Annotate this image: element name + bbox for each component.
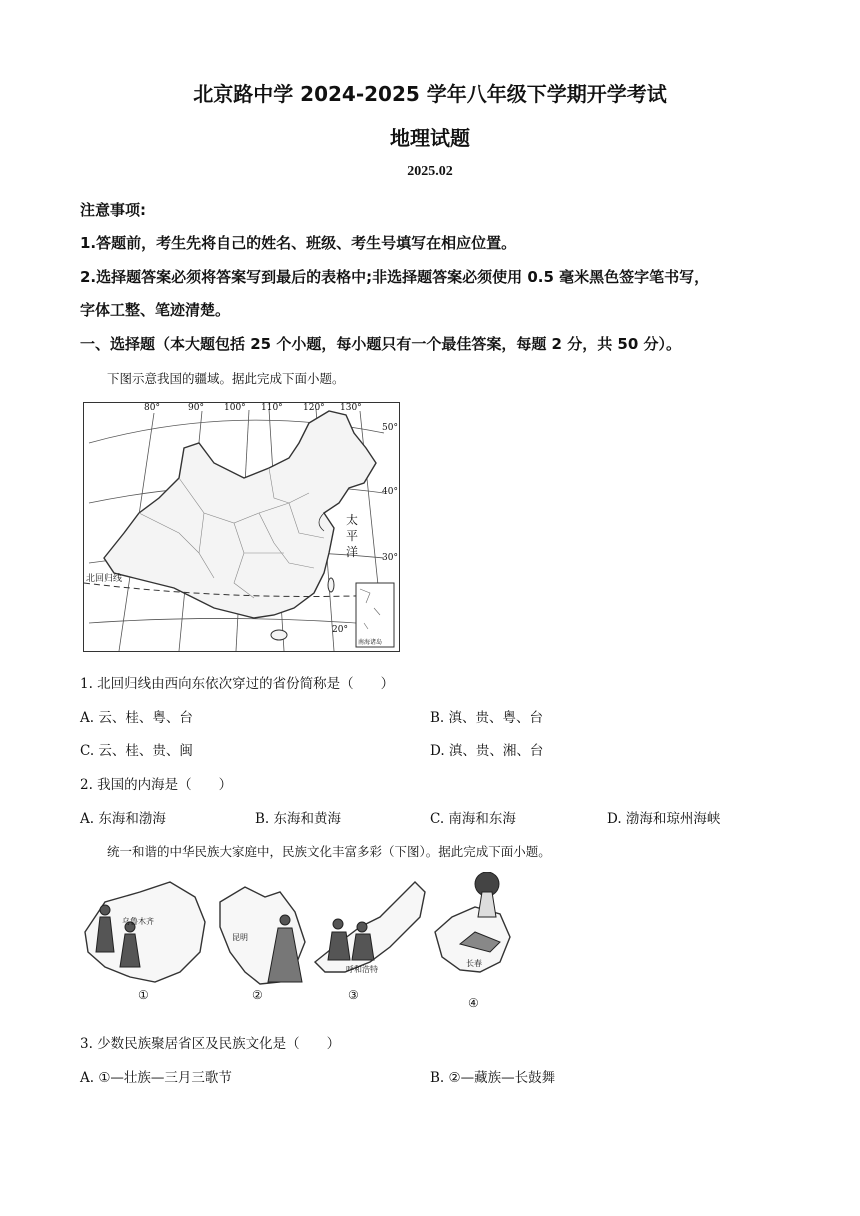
q1-stem: 1. 北回归线由西向东依次穿过的省份简称是（ ）	[80, 676, 395, 692]
lat-label-50: 50°	[382, 423, 398, 433]
tropic-label: 北回归线	[86, 574, 123, 584]
label-kunming: 昆明	[232, 933, 248, 942]
lon-label-100: 100°	[224, 403, 246, 413]
lat-label-30: 30°	[382, 553, 398, 563]
inset-label: 南海诸岛	[358, 639, 383, 646]
label-changchun: 长春	[466, 959, 482, 968]
notes-line-1: 1.答题前，考生先将自己的姓名、班级、考生号填写在相应位置。	[80, 234, 517, 252]
figure-number-3: ③	[348, 988, 359, 1002]
ethnic-culture-figure	[80, 872, 520, 1012]
lon-label-80: 80°	[144, 403, 160, 413]
q2-option-a: A. 东海和渤海	[80, 811, 166, 827]
lat-label-40: 40°	[382, 487, 398, 497]
notes-heading: 注意事项:	[80, 201, 146, 219]
lon-label-110: 110°	[261, 403, 283, 413]
figure-number-1: ①	[138, 988, 149, 1002]
lon-label-120: 120°	[303, 403, 325, 413]
exam-date: 2025.02	[407, 164, 453, 179]
q2-option-c: C. 南海和东海	[430, 811, 516, 827]
q1-option-c: C. 云、桂、贵、闽	[80, 743, 193, 759]
notes-line-2b: 字体工整、笔迹清楚。	[80, 301, 231, 319]
pacific-label-2: 平	[346, 529, 359, 543]
lon-label-130: 130°	[340, 403, 362, 413]
q2-option-b: B. 东海和黄海	[255, 811, 342, 827]
exam-subtitle: 地理试题	[390, 126, 470, 150]
label-urumqi: 乌鲁木齐	[122, 917, 154, 926]
exam-title: 北京路中学 2024-2025 学年八年级下学期开学考试	[193, 82, 667, 106]
q1-option-a: A. 云、桂、粤、台	[80, 710, 193, 726]
q3-option-a: A. ①—壮族—三月三歌节	[80, 1070, 232, 1086]
china-territory-map	[83, 402, 400, 652]
pacific-label-3: 洋	[346, 545, 359, 559]
lon-label-90: 90°	[188, 403, 204, 413]
q3-stem: 3. 少数民族聚居省区及民族文化是（ ）	[80, 1036, 341, 1052]
q3-option-b: B. ②—藏族—长鼓舞	[430, 1070, 556, 1086]
notes-line-2a: 2.选择题答案必须将答案写到最后的表格中;非选择题答案必须使用 0.5 毫米黑色签字笔书写，	[80, 268, 710, 286]
ethnic-intro: 统一和谐的中华民族大家庭中，民族文化丰富多彩（下图）。据此完成下面小题。	[107, 844, 551, 859]
pacific-label-1: 太	[346, 513, 359, 527]
q1-option-d: D. 滇、贵、湘、台	[430, 743, 544, 759]
q2-option-d: D. 渤海和琼州海峡	[607, 811, 721, 827]
figure-number-4: ④	[468, 996, 479, 1010]
label-hohhot: 呼和浩特	[346, 965, 378, 974]
section-heading: 一、选择题（本大题包括 25 个小题，每小题只有一个最佳答案，每题 2 分，共 50 分）。	[80, 335, 682, 353]
figure-number-2: ②	[252, 988, 263, 1002]
q1-option-b: B. 滇、贵、粤、台	[430, 710, 544, 726]
q2-stem: 2. 我国的内海是（ ）	[80, 777, 233, 793]
lat-label-20: 20°	[332, 625, 348, 635]
map-intro: 下图示意我国的疆域。据此完成下面小题。	[107, 371, 345, 386]
